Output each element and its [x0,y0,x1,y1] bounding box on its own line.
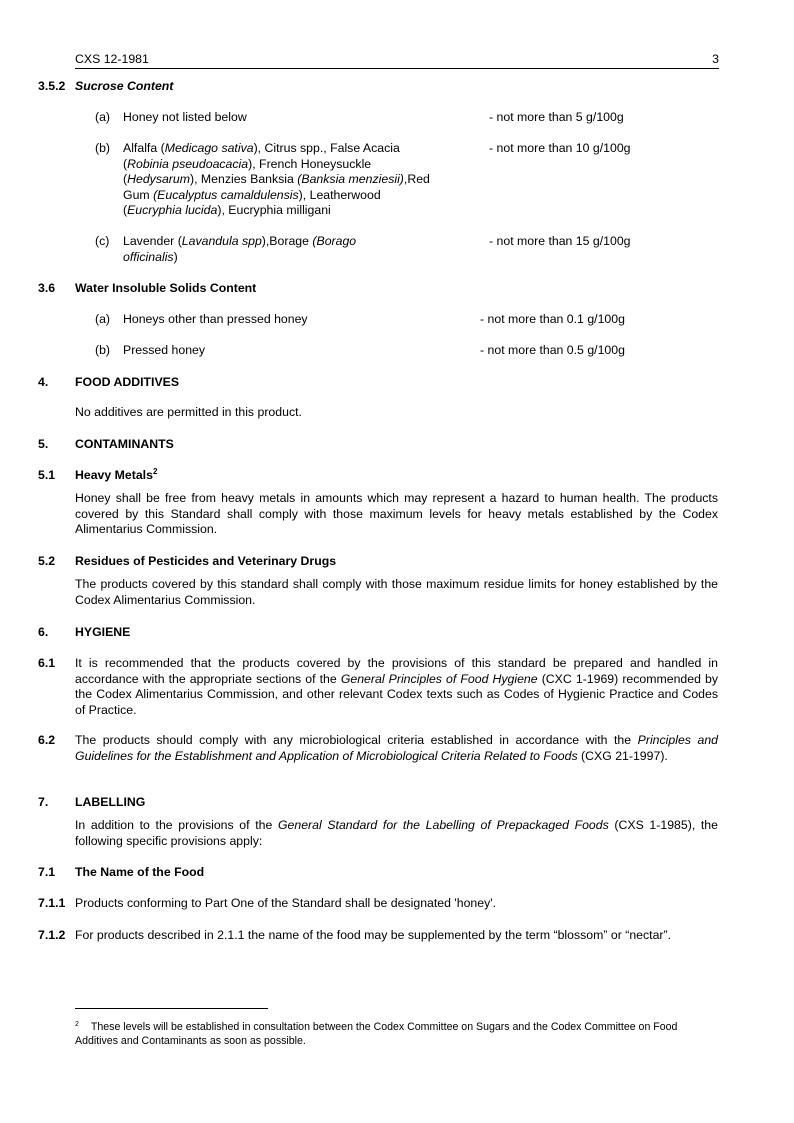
item-label: (c) [95,234,110,248]
section-number: 6. [38,625,49,639]
document-code: CXS 12-1981 [75,52,149,66]
item-limit: - not more than 15 g/100g [489,234,631,248]
page-header [75,52,719,69]
item-label: (a) [95,110,111,124]
item-limit: - not more than 0.5 g/100g [480,343,625,357]
footnote-text: These levels will be established in consultation between the Codex Committee on Sugars and the Codex Committee on Food Additives and Contaminants as soon as possible. [75,1021,678,1047]
item-text: Alfalfa (Medicago sativa), Citrus spp., False Acacia (Robinia pseudoacacia), French Honeysuckle (Hedysarum), Menzies Banksia (Banksia menziesii),Red Gum (Eucalyptus camaldulensis), Leatherwood (Eucryphia lucida), Eucryphia milligani [123,141,430,217]
section-number: 6.1 [38,656,56,670]
section-title: The Name of the Food [75,865,205,879]
section-title: Sucrose Content [75,79,174,93]
item-label: (a) [95,312,111,326]
footnote-ref: 2 [152,466,158,476]
item-label: (b) [95,141,111,155]
section-7-text: In addition to the provisions of the General Standard for the Labelling of Prepackaged Foods (CXS 1-1985), the following specific provisions apply: [75,818,718,848]
item-limit: - not more than 0.1 g/100g [480,312,625,326]
item-text: Lavender (Lavandula spp),Borage (Borago officinalis) [123,234,357,264]
section-number: 7. [38,795,49,809]
item-text: Honeys other than pressed honey [123,312,308,326]
section-number: 7.1.2 [38,928,66,942]
item-limit: - not more than 10 g/100g [489,141,631,155]
section-number: 5.2 [38,554,56,568]
section-title: CONTAMINANTS [75,437,174,451]
item-text: Pressed honey [123,343,206,357]
section-6-2-text: The products should comply with any microbiological criteria established in accordance with the Principles and Guidelines for the Establishment and Application of Microbiological Criteria Related to Foods (CXG 21-1997). [75,733,718,763]
section-number: 7.1 [38,865,56,879]
section-title: Water Insoluble Solids Content [75,281,257,295]
section-title: FOOD ADDITIVES [75,375,180,389]
section-number: 3.5.2 [38,79,66,93]
section-7-1-1-text: Products conforming to Part One of the Standard shall be designated 'honey'. [75,896,497,910]
section-title: LABELLING [75,795,146,809]
section-title: HYGIENE [75,625,131,639]
item-text: Honey not listed below [123,110,247,124]
footnote [75,1020,719,1048]
section-number: 5.1 [38,468,56,482]
section-number: 5. [38,437,49,451]
footnote-divider [75,1008,268,1009]
section-5-2-text: The products covered by this standard shall comply with those maximum residue limits for honey established by the Codex Alimentarius Commission. [75,577,718,607]
item-limit: - not more than 5 g/100g [489,110,624,124]
section-5-1-text: Honey shall be free from heavy metals in amounts which may represent a hazard to human health. The products covered by this Standard shall comply with those maximum levels for heavy metals established by the Codex Alimentarius Commission. [75,491,718,536]
section-title: Heavy Metals$^2$ [75,466,158,482]
item-label: (b) [95,343,111,357]
section-6-1-text: It is recommended that the products covered by the provisions of this standard be prepared and handled in accordance with the appropriate sections of the General Principles of Food Hygiene (CXC 1-1969) recommended by the Codex Alimentarius Commission, and other relevant Codex texts such as Codes of Hygienic Practice and Codes of Practice. [75,656,719,717]
section-number: 7.1.1 [38,896,66,910]
section-number: 4. [38,375,49,389]
section-number: 3.6 [38,281,56,295]
section-number: 6.2 [38,733,56,747]
section-7-1-2-text: For products described in 2.1.1 the name of the food may be supplemented by the term “blossom” or “nectar”. [75,928,672,942]
section-title: Residues of Pesticides and Veterinary Drugs [75,554,337,568]
section-4-text: No additives are permitted in this product. [75,405,302,419]
footnote-mark: 2 [75,1021,79,1028]
page-number: 3 [712,52,719,66]
